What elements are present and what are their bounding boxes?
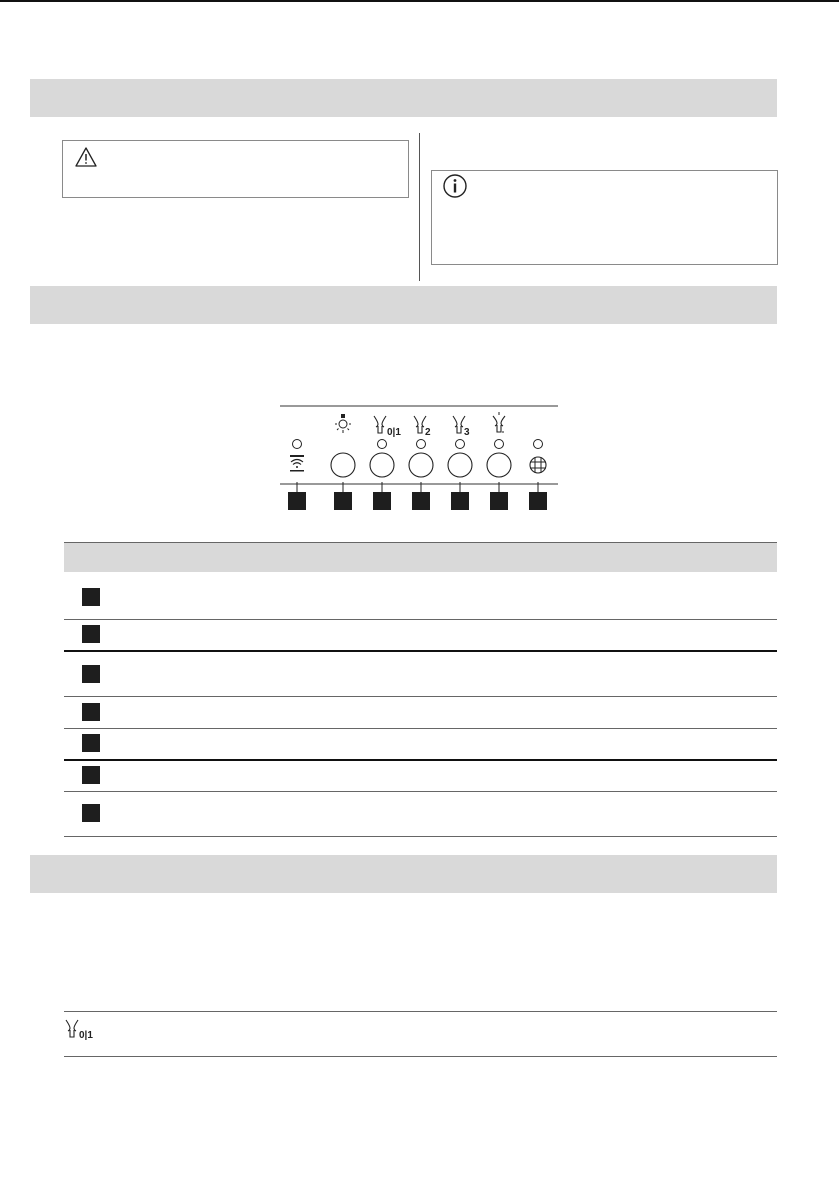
fan-on-off-icon xyxy=(64,1018,104,1042)
fan-boost-button xyxy=(487,453,511,477)
column-divider xyxy=(419,133,420,281)
row-divider-4 xyxy=(64,728,777,729)
row-marker-3 xyxy=(82,665,100,683)
row-marker-1 xyxy=(82,588,100,606)
svg-text:0|1: 0|1 xyxy=(79,1030,93,1041)
row-marker-7 xyxy=(82,804,100,822)
wifi-connectivity-icon xyxy=(290,455,304,472)
row-divider-1 xyxy=(64,619,777,620)
fan-speed-3-icon xyxy=(453,416,470,438)
row-divider-3 xyxy=(64,696,777,697)
indicator-leds xyxy=(293,440,543,449)
row-divider-6 xyxy=(64,791,777,792)
callout-2 xyxy=(334,482,352,510)
fan-on-off-icon xyxy=(374,416,401,438)
callout-5 xyxy=(451,482,469,510)
fan-boost-icon xyxy=(493,412,505,432)
light-button xyxy=(331,453,355,477)
led-4 xyxy=(417,440,426,449)
callout-3 xyxy=(373,482,391,510)
svg-text:2: 2 xyxy=(425,427,431,438)
row-marker-6 xyxy=(82,766,100,784)
callout-markers xyxy=(288,482,547,510)
callout-4 xyxy=(412,482,430,510)
control-panel-svg xyxy=(280,404,560,514)
info-box xyxy=(431,170,778,265)
warning-box xyxy=(62,140,409,198)
callout-1 xyxy=(288,482,306,510)
fan-row-top-line xyxy=(64,1011,777,1012)
warning-triangle-icon xyxy=(74,146,98,168)
fan-on-off-button xyxy=(370,453,394,477)
row-divider-5 xyxy=(64,759,777,761)
led-5 xyxy=(456,440,465,449)
fan-speed-3-button xyxy=(448,453,472,477)
row-marker-4 xyxy=(82,703,100,721)
row-divider-7 xyxy=(64,836,777,837)
light-icon xyxy=(335,414,351,433)
led-7 xyxy=(534,440,543,449)
led-3 xyxy=(378,440,387,449)
section-heading-band-3 xyxy=(30,855,777,893)
svg-text:3: 3 xyxy=(464,427,470,438)
led-6 xyxy=(495,440,504,449)
grease-filter-icon xyxy=(530,457,546,473)
row-divider-2 xyxy=(64,650,777,652)
row-marker-2 xyxy=(82,625,100,643)
panel-buttons xyxy=(331,453,511,477)
fan-speed-2-button xyxy=(409,453,433,477)
section-heading-band-1 xyxy=(30,79,777,117)
callout-7 xyxy=(529,482,547,510)
svg-text:0|1: 0|1 xyxy=(387,427,401,438)
fan-speed-2-icon xyxy=(414,416,431,438)
table-header xyxy=(64,542,777,572)
control-panel-diagram xyxy=(280,404,560,514)
led-1 xyxy=(293,440,302,449)
fan-row-icon xyxy=(64,1018,104,1042)
info-circle-icon xyxy=(442,173,468,199)
section-heading-band-2 xyxy=(30,286,777,324)
callout-6 xyxy=(490,482,508,510)
fan-row-bottom-line xyxy=(64,1056,777,1057)
page-top-rule xyxy=(0,0,839,8)
row-marker-5 xyxy=(82,734,100,752)
